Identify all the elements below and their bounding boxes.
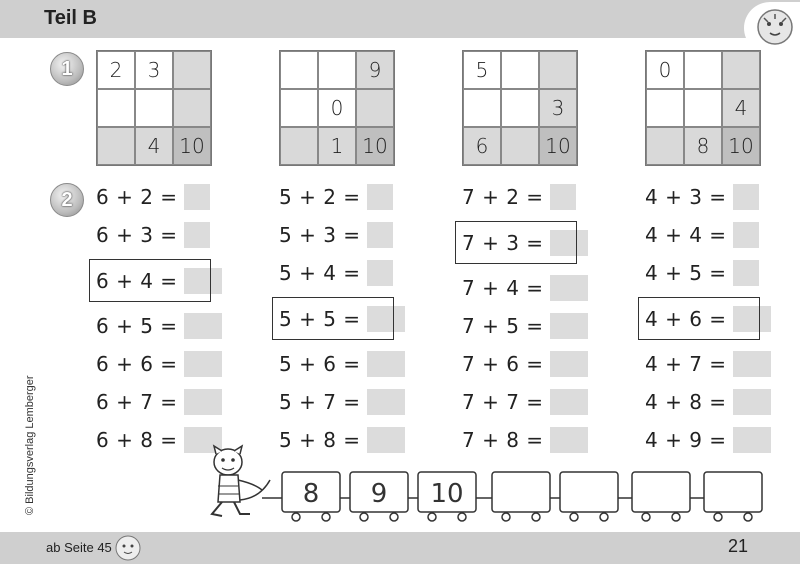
wagon-number: 9 bbox=[370, 479, 388, 509]
answer-box[interactable] bbox=[733, 222, 759, 248]
grid-cell[interactable] bbox=[280, 89, 318, 127]
equation bbox=[279, 183, 393, 211]
wagon-wheel bbox=[642, 513, 650, 521]
wagon-body bbox=[492, 472, 550, 512]
wagon-wheel bbox=[292, 513, 300, 521]
grid-cell[interactable] bbox=[280, 127, 318, 165]
grid-cell: 3 bbox=[135, 51, 173, 89]
equation-text: 5 + 7 = bbox=[279, 390, 361, 414]
equation-text: 4 + 9 = bbox=[645, 428, 727, 452]
equation-text: 5 + 3 = bbox=[279, 223, 361, 247]
answer-box[interactable] bbox=[733, 351, 771, 377]
equation bbox=[645, 350, 771, 378]
footer-reference: ab Seite 45 bbox=[46, 540, 112, 555]
equation-text: 5 + 2 = bbox=[279, 185, 361, 209]
equation-text: 4 + 4 = bbox=[645, 223, 727, 247]
grid-cell[interactable] bbox=[501, 51, 539, 89]
equation-text: 7 + 8 = bbox=[462, 428, 544, 452]
tiger-icon bbox=[212, 446, 270, 516]
equation-text: 6 + 2 = bbox=[96, 185, 178, 209]
grid-cell: 4 bbox=[135, 127, 173, 165]
equation-text: 7 + 4 = bbox=[462, 276, 544, 300]
grid-cell[interactable] bbox=[173, 51, 211, 89]
grid-cell: 0 bbox=[318, 89, 356, 127]
train-wagon[interactable] bbox=[632, 472, 690, 521]
wagon-wheel bbox=[428, 513, 436, 521]
grid-cell: 1 bbox=[318, 127, 356, 165]
equation-text: 5 + 8 = bbox=[279, 428, 361, 452]
equation bbox=[462, 183, 576, 211]
equation-text: 6 + 8 = bbox=[96, 428, 178, 452]
equation-text: 7 + 3 = bbox=[462, 231, 544, 255]
page-number: 21 bbox=[728, 536, 749, 556]
grid-cell: 10 bbox=[356, 127, 394, 165]
grid-cell[interactable] bbox=[97, 89, 135, 127]
equation bbox=[279, 221, 393, 249]
equation bbox=[96, 388, 222, 416]
grid-cell: 6 bbox=[463, 127, 501, 165]
answer-box[interactable] bbox=[367, 389, 405, 415]
wagon-wheel bbox=[600, 513, 608, 521]
page-title: Teil B bbox=[44, 7, 97, 29]
equation-text: 5 + 5 = bbox=[279, 307, 361, 331]
answer-box[interactable] bbox=[367, 351, 405, 377]
answer-box[interactable] bbox=[184, 389, 222, 415]
equation bbox=[462, 388, 588, 416]
wagon-wheel bbox=[502, 513, 510, 521]
equation bbox=[96, 312, 222, 340]
grid-cell: 10 bbox=[539, 127, 577, 165]
highlight-frame bbox=[272, 297, 394, 340]
number-grid bbox=[96, 50, 212, 166]
train-wagon bbox=[282, 472, 340, 521]
equation-text: 7 + 2 = bbox=[462, 185, 544, 209]
equation-text: 6 + 4 = bbox=[96, 269, 178, 293]
equation-text: 7 + 7 = bbox=[462, 390, 544, 414]
wagon-body bbox=[560, 472, 618, 512]
grid-cell[interactable] bbox=[135, 89, 173, 127]
equation bbox=[279, 259, 393, 287]
tiger-badge bbox=[744, 2, 800, 54]
wagon-wheel bbox=[390, 513, 398, 521]
answer-box[interactable] bbox=[733, 389, 771, 415]
wagon-wheel bbox=[714, 513, 722, 521]
equation-text: 6 + 6 = bbox=[96, 352, 178, 376]
grid-cell[interactable] bbox=[173, 89, 211, 127]
train-wagon bbox=[418, 472, 476, 521]
answer-box[interactable] bbox=[367, 184, 393, 210]
highlight-frame bbox=[89, 259, 211, 302]
equation bbox=[462, 312, 588, 340]
train-wagon[interactable] bbox=[704, 472, 762, 521]
grid-cell: 3 bbox=[539, 89, 577, 127]
train-wagon[interactable] bbox=[560, 472, 618, 521]
task-number-badge: 2 bbox=[50, 183, 84, 217]
grid-cell: 0 bbox=[646, 51, 684, 89]
equation bbox=[96, 350, 222, 378]
number-train bbox=[200, 440, 770, 530]
equation-text: 6 + 7 = bbox=[96, 390, 178, 414]
grid-cell[interactable] bbox=[463, 89, 501, 127]
equation-text: 4 + 6 = bbox=[645, 307, 727, 331]
equation bbox=[279, 388, 405, 416]
answer-box[interactable] bbox=[550, 351, 588, 377]
grid-cell: 4 bbox=[722, 89, 760, 127]
equation bbox=[279, 350, 405, 378]
answer-box[interactable] bbox=[733, 184, 759, 210]
wagon-wheel bbox=[322, 513, 330, 521]
train-wagon[interactable] bbox=[492, 472, 550, 521]
grid-cell[interactable] bbox=[318, 51, 356, 89]
equation bbox=[462, 274, 588, 302]
grid-cell[interactable] bbox=[684, 89, 722, 127]
answer-box[interactable] bbox=[184, 313, 222, 339]
grid-cell[interactable] bbox=[539, 51, 577, 89]
wagon-body bbox=[632, 472, 690, 512]
grid-cell[interactable] bbox=[646, 127, 684, 165]
equation-text: 4 + 5 = bbox=[645, 261, 727, 285]
grid-cell[interactable] bbox=[280, 51, 318, 89]
equation-text: 6 + 5 = bbox=[96, 314, 178, 338]
equation bbox=[645, 221, 759, 249]
equation-text: 4 + 3 = bbox=[645, 185, 727, 209]
equation bbox=[645, 388, 771, 416]
answer-box[interactable] bbox=[550, 389, 588, 415]
answer-box[interactable] bbox=[550, 275, 588, 301]
answer-box[interactable] bbox=[550, 184, 576, 210]
tiger-logo-icon bbox=[115, 535, 141, 561]
equation bbox=[645, 183, 759, 211]
equation-text: 5 + 4 = bbox=[279, 261, 361, 285]
answer-box[interactable] bbox=[367, 260, 393, 286]
highlight-frame bbox=[638, 297, 760, 340]
number-grid bbox=[645, 50, 761, 166]
wagon-wheel bbox=[532, 513, 540, 521]
grid-cell: 2 bbox=[97, 51, 135, 89]
number-grid bbox=[462, 50, 578, 166]
answer-box[interactable] bbox=[367, 222, 393, 248]
grid-cell[interactable] bbox=[356, 89, 394, 127]
copyright-notice: © Bildungsverlag Lemberger bbox=[24, 375, 36, 515]
equation-text: 4 + 8 = bbox=[645, 390, 727, 414]
grid-cell[interactable] bbox=[722, 51, 760, 89]
equation-text: 6 + 3 = bbox=[96, 223, 178, 247]
train-wagon bbox=[350, 472, 408, 521]
number-grid bbox=[279, 50, 395, 166]
wagon-body bbox=[704, 472, 762, 512]
wagon-wheel bbox=[744, 513, 752, 521]
equation bbox=[96, 221, 210, 249]
equation-text: 7 + 6 = bbox=[462, 352, 544, 376]
equation bbox=[96, 183, 210, 211]
grid-cell[interactable] bbox=[646, 89, 684, 127]
wagon-number: 8 bbox=[302, 479, 320, 509]
grid-cell: 9 bbox=[356, 51, 394, 89]
grid-cell[interactable] bbox=[501, 89, 539, 127]
grid-cell: 5 bbox=[463, 51, 501, 89]
equation-text: 7 + 5 = bbox=[462, 314, 544, 338]
grid-cell[interactable] bbox=[97, 127, 135, 165]
wagon-wheel bbox=[570, 513, 578, 521]
equation-text: 4 + 7 = bbox=[645, 352, 727, 376]
wagon-number: 10 bbox=[430, 479, 464, 509]
highlight-frame bbox=[455, 221, 577, 264]
equation bbox=[462, 350, 588, 378]
wagon-wheel bbox=[360, 513, 368, 521]
answer-box[interactable] bbox=[184, 351, 222, 377]
grid-cell[interactable] bbox=[684, 51, 722, 89]
wagon-wheel bbox=[458, 513, 466, 521]
grid-cell: 10 bbox=[722, 127, 760, 165]
wagon-wheel bbox=[672, 513, 680, 521]
header-bar bbox=[0, 0, 800, 38]
grid-cell: 10 bbox=[173, 127, 211, 165]
equation bbox=[645, 259, 759, 287]
answer-box[interactable] bbox=[733, 260, 759, 286]
answer-box[interactable] bbox=[184, 222, 210, 248]
grid-cell: 8 bbox=[684, 127, 722, 165]
task-number-badge: 1 bbox=[50, 52, 84, 86]
tiger-logo-icon bbox=[756, 8, 794, 46]
answer-box[interactable] bbox=[550, 313, 588, 339]
grid-cell[interactable] bbox=[501, 127, 539, 165]
answer-box[interactable] bbox=[184, 184, 210, 210]
equation-text: 5 + 6 = bbox=[279, 352, 361, 376]
